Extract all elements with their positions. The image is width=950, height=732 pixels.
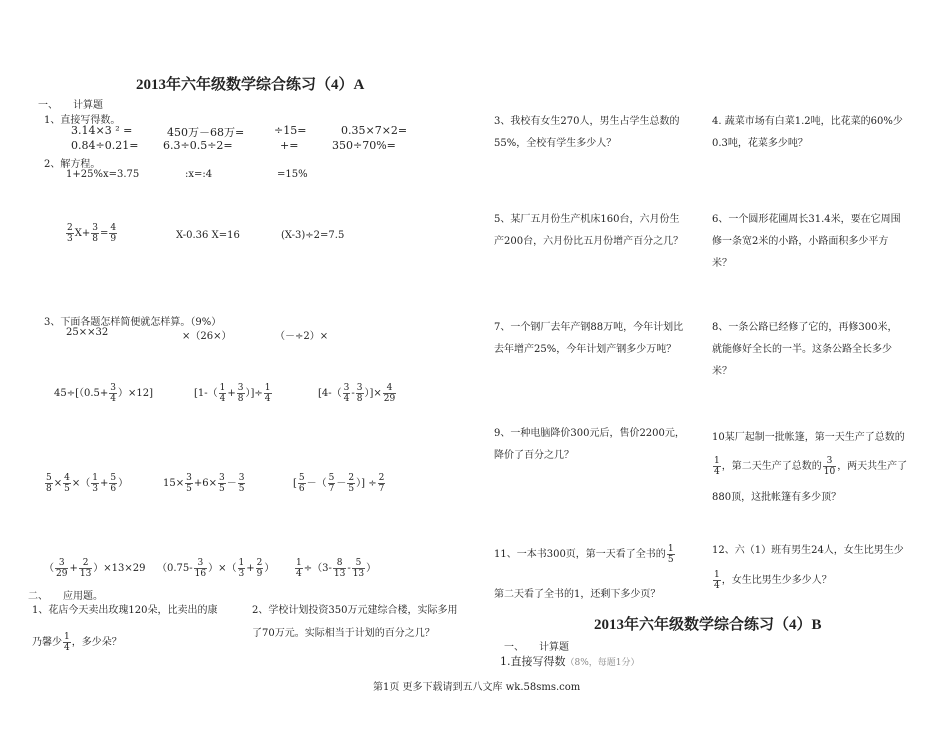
application-problem-2-cont: 了70万元。实际相当于计划的百分之几？ [252, 628, 435, 639]
word-problem-10-cont: $\frac{1}{4}$ ，第二天生产了总数的 $\frac{3}{10}$ ，两天共生产了 [714, 456, 908, 477]
fraction: $\frac{4}{9}$ [110, 223, 117, 244]
simplify-item: $\frac{1}{4}$ ÷（3- $\frac{8}{13}$ - $\frac{5}{13}$ ） [296, 558, 377, 579]
simplify-item: [4-（ $\frac{3}{4}$ - $\frac{3}{8}$ ）]× $\frac{4}{29}$ [318, 383, 396, 404]
word-problem-7: 7、一个钢厂去年产钢88万吨，今年计划比去年增产25%，今年计划产钢多少万吨？ [494, 322, 684, 355]
application-problem-2: 2、学校计划投资350万元建综合楼，实际多用 [252, 605, 458, 616]
simplify-item: 25××32 [66, 327, 109, 338]
word-problem-12: 12、六（1）班有男生24人，女生比男生少 [712, 545, 904, 556]
application-problem-1-cont: 乃馨少 $\frac{1}{4}$ ，多少朵？ [32, 632, 122, 653]
question-2-label: 2、解方程。 [44, 159, 101, 170]
simplify-item: 45÷[（0.5+ $\frac{3}{4}$ ）×12] [54, 383, 154, 404]
calc-item: 0.35×7×2= [341, 124, 408, 137]
word-problem-11-cont: 第二天看了全书的1，还剩下多少页？ [494, 589, 661, 600]
calc-item: 350÷70%= [332, 139, 396, 152]
word-problem-10: 10某厂起制一批帐篷，第一天生产了总数的 [712, 432, 905, 443]
equation-item: =15% [277, 169, 308, 180]
simplify-item: [1-（ $\frac{1}{4}$ + $\frac{3}{8}$ ）]÷ $\frac{1}{4}$ [194, 383, 271, 404]
fraction: $\frac{2}{3}$ [67, 223, 73, 244]
equation-fraction-item: $\frac{2}{3}$ X+ $\frac{3}{8}$ = $\frac{4}{9}$ [67, 223, 117, 244]
calc-item: 0.84÷0.21= [71, 139, 139, 152]
calc-item: 3.14×3 ² = [71, 124, 133, 137]
simplify-item: 15× $\frac{3}{5}$ +6× $\frac{3}{5}$ － $\frac{3}{5}$ [163, 473, 245, 494]
equation-item: :x=:4 [185, 169, 213, 180]
word-problem-10-end: 880顶，这批帐篷有多少顶？ [712, 492, 842, 503]
section-heading-b: 一、 计算题 [504, 642, 569, 653]
simplify-item: $\frac{5}{8}$ × $\frac{4}{5}$ ×（ $\frac{1}{3}$ + $\frac{5}{6}$ ） [46, 473, 129, 494]
question-3-label: 3、下面各题怎样简便就怎样算。（9%） [44, 317, 222, 328]
word-problem-12-cont: $\frac{1}{4}$ ，女生比男生少多少人？ [714, 570, 832, 591]
simplify-item: [ $\frac{5}{6}$ －（ $\frac{5}{7}$ － $\frac{2}{5}$ ）] ÷ $\frac{2}{7}$ [293, 473, 385, 494]
simplify-item: （0.75- $\frac{3}{16}$ ）×（ $\frac{1}{3}$ + $\frac{2}{9}$ ） [157, 558, 275, 579]
word-problem-9: 9、一种电脑降价300元后，售价2200元，降价了百分之几？ [494, 428, 685, 461]
page-title-b: 2013年六年级数学综合练习（4）B [594, 617, 822, 633]
calc-item: += [280, 139, 299, 152]
equation-item: 1+25%x=3.75 [66, 169, 140, 180]
word-problem-11: 11、一本书300页，第一天看了全书的 $\frac{1}{5}$ [494, 544, 674, 565]
calc-item: 450万－68万= [167, 126, 245, 139]
equation-item: X-0.36 X=16 [176, 230, 240, 241]
simplify-item: （－÷2）× [275, 331, 329, 342]
page-title-a: 2013年六年级数学综合练习（4）A [136, 77, 365, 93]
section-heading-1: 一、 计算题 [38, 100, 103, 111]
word-problem-5: 5、某厂五月份生产机床160台，六月份生产200台，六月份比五月份增产百分之几？ [494, 214, 684, 247]
question-1-label: 1、直接写得数。 [44, 115, 121, 126]
section-heading-2: 二、 应用题。 [28, 591, 103, 602]
word-problem-6: 6、一个圆形花圃周长31.4米，要在它周围修一条宽2米的小路，小路面积多少平方米？ [712, 214, 901, 269]
calc-item: 6.3÷0.5÷2= [163, 139, 233, 152]
simplify-item: （ $\frac{3}{29}$ + $\frac{2}{13}$ ）×13×29 [44, 558, 146, 579]
calc-item: ÷15= [274, 124, 307, 137]
question-b1-label: 1.直接写得数（8%，每题1分） [500, 655, 640, 668]
fraction: $\frac{3}{8}$ [92, 223, 98, 244]
page-footer: 第1页 更多下载请到五八文库 wk.58sms.com [373, 682, 581, 693]
word-problem-3: 3、我校有女生270人，男生占学生总数的55%，全校有学生多少人？ [494, 116, 680, 149]
simplify-item: ×（26×） [182, 331, 232, 342]
equation-item: (X-3)÷2=7.5 [281, 230, 345, 241]
word-problem-8: 8、一条公路已经修了它的，再修300米，就能修好全长的一半。这条公路全长多少米？ [712, 322, 898, 377]
word-problem-4: 4. 蔬菜市场有白菜1.2吨，比花菜的60%少0.3吨，花菜多少吨？ [712, 116, 903, 149]
application-problem-1: 1、花店今天卖出玫瑰120朵，比卖出的康 [32, 605, 218, 616]
